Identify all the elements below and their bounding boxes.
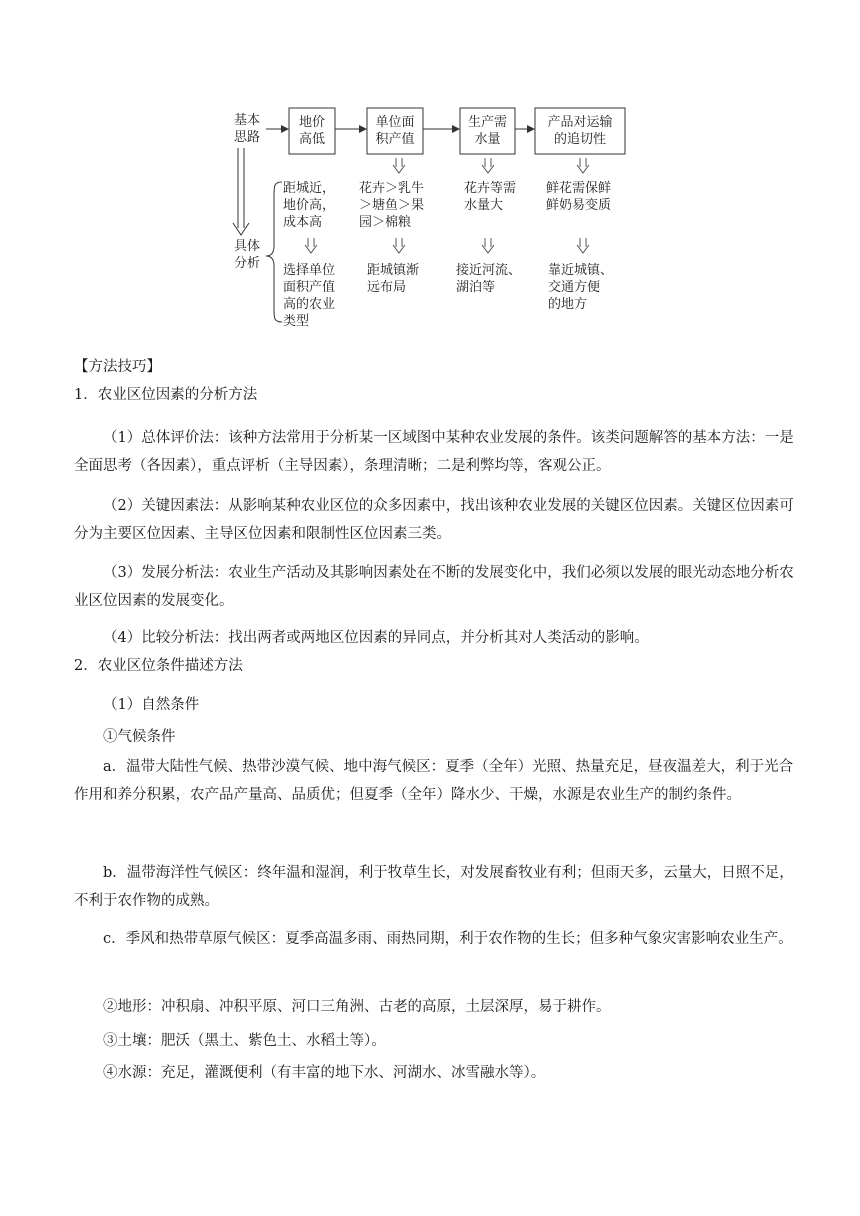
item-key-factor: （2）关键因素法：从影响某种农业区位的众多因素中，找出该种农业发展的关键区位因素。关键区位因素可分为主要区位因素、主导区位因素和限制性区位因素三类。 (74, 498, 794, 542)
soil-text: ③土壤：肥沃（黑土、紫色土、水稻土等）。 (103, 1033, 386, 1049)
row2-col3: 接近河流、 湖泊等 (456, 263, 522, 295)
section-header: 【方法技巧】 (74, 359, 161, 375)
climate-maritime: b．温带海洋性气候区：终年温和湿润，利于牧草生长，对发展畜牧业有利；但雨天多，云量大，日照不足，不利于农作物的成熟。 (74, 865, 794, 909)
box1-text: 地价 高低 (298, 115, 325, 147)
label-specific-analysis: 具体 分析 (234, 239, 261, 271)
box4-text: 产品对运输 的追切性 (547, 115, 613, 147)
subheading-climate: ①气候条件 (103, 729, 176, 745)
water-text: ④水源：充足，灌溉便利（有丰富的地下水、河湖水、冰雪融水等）。 (103, 1065, 546, 1081)
terrain-text: ②地形：冲积扇、冲积平原、河口三角洲、古老的高原，土层深厚，易于耕作。 (103, 999, 611, 1015)
subheading-natural-conditions: （1）自然条件 (103, 697, 200, 713)
label-basic-approach: 基本 思路 (234, 113, 261, 145)
left-double-arrow (233, 148, 249, 235)
brace (266, 182, 282, 322)
row1-col2: 花卉＞乳牛 ＞塘鱼＞果 园＞棉粮 (359, 181, 425, 230)
row2-col2: 距城镇渐 远布局 (367, 263, 420, 295)
row2-col4: 靠近城镇、 交通方便 的地方 (548, 263, 614, 312)
row1-col3: 花卉等需 水量大 (464, 181, 517, 213)
item-overall-evaluation: （1）总体评价法：该种方法常用于分析某一区域图中某种农业发展的条件。该类问题解答的基本方法：一是全面思考（各因素），重点评析（主导因素），条理清晰；二是利弊均等，客观公正。 (74, 430, 794, 474)
item-development-analysis: （3）发展分析法：农业生产活动及其影响因素处在不断的发展变化中，我们必须以发展的眼光动态地分析农业区位因素的发展变化。 (74, 565, 794, 609)
row2-col1: 选择单位 面积产值 高的农业 类型 (283, 263, 336, 329)
climate-monsoon: c．季风和热带草原气候区：夏季高温多雨、雨热同期，利于农作物的生长；但多种气象灾害影响农业生产。 (103, 931, 793, 947)
heading-condition-description: 2．农业区位条件描述方法 (74, 658, 243, 674)
row1-col1: 距城近， 地价高， 成本高 (283, 181, 336, 230)
item-comparison: （4）比较分析法：找出两者或两地区位因素的异同点，并分析其对人类活动的影响。 (103, 630, 649, 646)
agri-location-diagram (228, 104, 628, 340)
row1-col4: 鲜花需保鲜 鲜奶易变质 (546, 181, 612, 213)
climate-continental: a．温带大陆性气候、热带沙漠气候、地中海气候区：夏季（全年）光照、热量充足，昼夜温差大，利于光合作用和养分积累，农产品产量高、品质优；但夏季（全年）降水少、干燥，水源是农业生产的制约条件。 (74, 759, 794, 803)
box2-text: 单位面 积产值 (375, 115, 415, 147)
heading-analysis-methods: 1．农业区位因素的分析方法 (74, 387, 258, 403)
box3-text: 生产需 水量 (467, 115, 507, 147)
